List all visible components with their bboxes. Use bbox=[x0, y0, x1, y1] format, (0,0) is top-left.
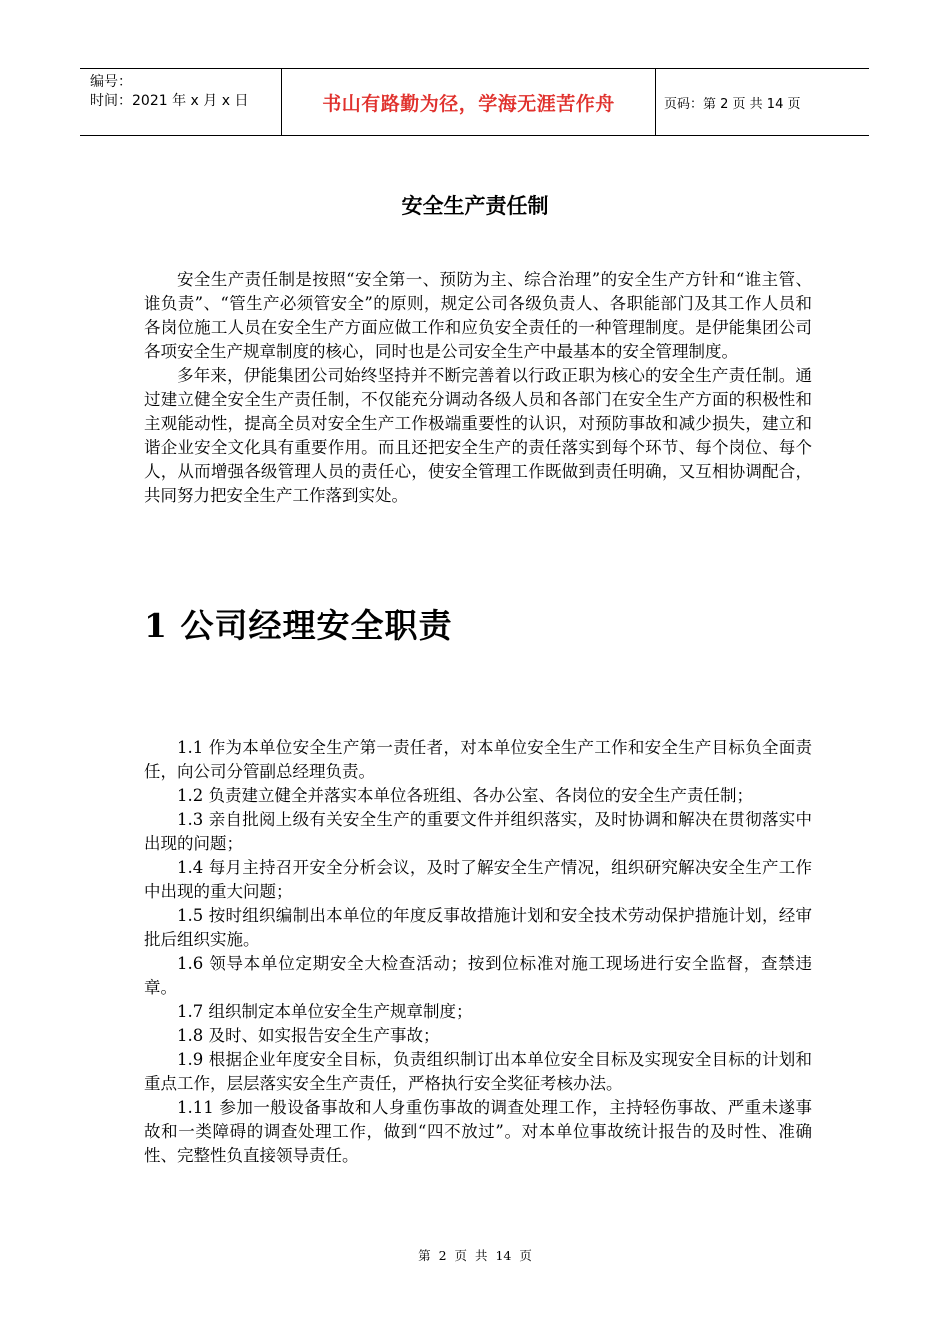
document-title: 安全生产责任制 bbox=[401, 194, 549, 218]
duty-list bbox=[144, 736, 812, 1168]
intro-section bbox=[144, 268, 812, 508]
duty-item: 1.4 每月主持召开安全分析会议，及时了解安全生产情况，组织研究解决安全生产工作中出现的重大问题； bbox=[144, 858, 812, 901]
header-meta bbox=[80, 69, 281, 135]
page-header bbox=[80, 68, 869, 136]
duty-item: 1.8 及时、如实报告安全生产事故； bbox=[177, 1026, 440, 1045]
header-motto: 书山有路勤为径，学海无涯苦作舟 bbox=[281, 69, 656, 135]
date-line: 时间：2021 年 x 月 x 日 bbox=[90, 93, 249, 109]
duty-item: 1.11 参加一般设备事故和人身重伤事故的调查处理工作，主持轻伤事故、严重未遂事故和一类障碍的调查处理工作，做到“四不放过”。对本单位事故统计报告的及时性、准确性、完整性负直接领导责任。 bbox=[144, 1098, 812, 1165]
duty-item: 1.3 亲自批阅上级有关安全生产的重要文件并组织落实，及时协调和解决在贯彻落实中出现的问题； bbox=[144, 810, 812, 853]
duty-item: 1.9 根据企业年度安全目标，负责组织制订出本单位安全目标及实现安全目标的计划和重点工作，层层落实安全生产责任，严格执行安全奖征考核办法。 bbox=[144, 1050, 812, 1093]
section-heading: 1 公司经理安全职责 bbox=[144, 606, 453, 645]
header-page-info: 页码：第 2 页 共 14 页 bbox=[664, 96, 801, 112]
duty-item: 1.6 领导本单位定期安全大检查活动；按到位标准对施工现场进行安全监督，查禁违章。 bbox=[144, 954, 812, 997]
duty-item: 1.7 组织制定本单位安全生产规章制度； bbox=[177, 1002, 473, 1021]
page-footer: 第 2 页 共 14 页 bbox=[418, 1248, 532, 1263]
intro-paragraph: 安全生产责任制是按照“安全第一、预防为主、综合治理”的安全生产方针和“谁主管、谁负责”、“管生产必须管安全”的原则，规定公司各级负责人、各职能部门及其工作人员和各岗位施工人员在安全生产方面应做工作和应负安全责任的一种管理制度。是伊能集团公司各项安全生产规章制度的核心，同时也是公司安全生产中最基本的安全管理制度。 bbox=[144, 270, 812, 361]
code-label: 编号： bbox=[90, 74, 132, 90]
duty-item: 1.5 按时组织编制出本单位的年度反事故措施计划和安全技术劳动保护措施计划，经审批后组织实施。 bbox=[144, 906, 812, 949]
duty-item: 1.1 作为本单位安全生产第一责任者，对本单位安全生产工作和安全生产目标负全面责任，向公司分管副总经理负责。 bbox=[144, 738, 812, 781]
duty-item: 1.2 负责建立健全并落实本单位各班组、各办公室、各岗位的安全生产责任制； bbox=[177, 786, 753, 805]
intro-paragraph: 多年来，伊能集团公司始终坚持并不断完善着以行政正职为核心的安全生产责任制。通过建立健全安全生产责任制，不仅能充分调动各级人员和各部门在安全生产方面的积极性和主观能动性，提高全员对安全生产工作极端重要性的认识，对预防事故和减少损失，建立和谐企业安全文化具有重要作用。而且还把安全生产的责任落实到每个环节、每个岗位、每个人，从而增强各级管理人员的责任心，使安全管理工作既做到责任明确，又互相协调配合，共同努力把安全生产工作落到实处。 bbox=[144, 366, 812, 505]
